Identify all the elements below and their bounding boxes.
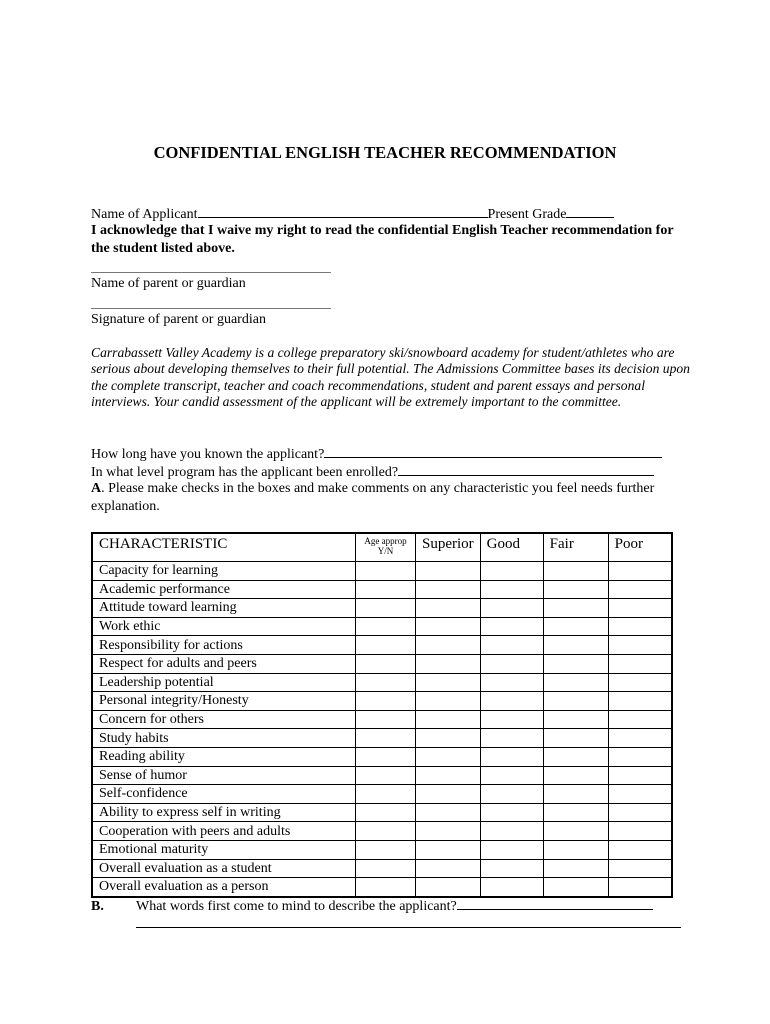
- good-cell[interactable]: [480, 747, 543, 766]
- fair-cell[interactable]: [543, 840, 608, 859]
- age-approp-cell[interactable]: [356, 692, 416, 711]
- known-answer-field[interactable]: [324, 445, 662, 458]
- characteristic-label: Emotional maturity: [92, 840, 356, 859]
- section-b-question: What words first come to mind to describe the applicant?: [136, 899, 457, 914]
- superior-cell[interactable]: [416, 636, 481, 655]
- superior-cell[interactable]: [416, 617, 481, 636]
- age-approp-cell[interactable]: [356, 840, 416, 859]
- fair-cell[interactable]: [543, 673, 608, 692]
- fair-cell[interactable]: [543, 617, 608, 636]
- fair-cell[interactable]: [543, 580, 608, 599]
- poor-cell[interactable]: [608, 636, 672, 655]
- characteristic-header: CHARACTERISTIC: [92, 533, 356, 562]
- superior-cell[interactable]: [416, 859, 481, 878]
- poor-header: Poor: [608, 533, 672, 562]
- acknowledgement-text: I acknowledge that I waive my right to read the confidential English Teacher recommendation for the student listed above.: [91, 223, 674, 256]
- good-header: Good: [480, 533, 543, 562]
- table-row: [92, 636, 672, 655]
- parent-name-field[interactable]: [91, 272, 331, 273]
- known-question-label: How long have you known the applicant?: [91, 447, 325, 462]
- characteristic-label: Cooperation with peers and adults: [92, 822, 356, 841]
- characteristic-label: Leadership potential: [92, 673, 356, 692]
- table-row: [92, 673, 672, 692]
- applicant-name-field[interactable]: [198, 205, 488, 218]
- age-approp-cell[interactable]: [356, 654, 416, 673]
- table-row: [92, 785, 672, 804]
- parent-signature-label: Signature of parent or guardian: [91, 312, 266, 327]
- good-cell[interactable]: [480, 562, 543, 581]
- superior-cell[interactable]: [416, 878, 481, 897]
- poor-cell[interactable]: [608, 840, 672, 859]
- superior-header: Superior: [416, 533, 481, 562]
- applicant-name-label: Name of Applicant: [91, 207, 198, 222]
- superior-cell[interactable]: [416, 803, 481, 822]
- table-row: [92, 822, 672, 841]
- table-row: [92, 803, 672, 822]
- characteristic-label: Responsibility for actions: [92, 636, 356, 655]
- good-cell[interactable]: [480, 859, 543, 878]
- characteristic-label: Respect for adults and peers: [92, 654, 356, 673]
- fair-cell[interactable]: [543, 878, 608, 897]
- poor-cell[interactable]: [608, 747, 672, 766]
- characteristic-label: Overall evaluation as a person: [92, 878, 356, 897]
- characteristic-label: Work ethic: [92, 617, 356, 636]
- poor-cell[interactable]: [608, 710, 672, 729]
- age-approp-cell[interactable]: [356, 747, 416, 766]
- section-b-marker: B.: [91, 899, 104, 914]
- fair-cell[interactable]: [543, 766, 608, 785]
- good-cell[interactable]: [480, 878, 543, 897]
- table-row: [92, 878, 672, 897]
- superior-cell[interactable]: [416, 654, 481, 673]
- table-row: [92, 562, 672, 581]
- poor-cell[interactable]: [608, 580, 672, 599]
- table-row: [92, 599, 672, 618]
- superior-cell[interactable]: [416, 729, 481, 748]
- poor-cell[interactable]: [608, 692, 672, 711]
- characteristic-label: Self-confidence: [92, 785, 356, 804]
- age-approp-cell[interactable]: [356, 580, 416, 599]
- table-row: [92, 654, 672, 673]
- page-title: CONFIDENTIAL ENGLISH TEACHER RECOMMENDATION: [153, 143, 617, 162]
- section-b-row: [91, 897, 653, 915]
- table-row: [92, 747, 672, 766]
- fair-cell[interactable]: [543, 562, 608, 581]
- age-approp-cell[interactable]: [356, 859, 416, 878]
- characteristic-label: Concern for others: [92, 710, 356, 729]
- age-approp-cell[interactable]: [356, 673, 416, 692]
- parent-signature-field[interactable]: [91, 308, 331, 309]
- program-question-row: [91, 463, 654, 481]
- age-approp-cell[interactable]: [356, 822, 416, 841]
- fair-cell[interactable]: [543, 822, 608, 841]
- age-approp-cell[interactable]: [356, 785, 416, 804]
- present-grade-field[interactable]: [566, 205, 614, 218]
- section-b-answer-line-2[interactable]: [136, 927, 681, 928]
- table-row: [92, 580, 672, 599]
- poor-cell[interactable]: [608, 878, 672, 897]
- table-row: [92, 710, 672, 729]
- superior-cell[interactable]: [416, 710, 481, 729]
- characteristic-label: Capacity for learning: [92, 562, 356, 581]
- applicant-row: [91, 205, 614, 223]
- age-approp-cell[interactable]: [356, 729, 416, 748]
- poor-cell[interactable]: [608, 766, 672, 785]
- program-answer-field[interactable]: [398, 463, 654, 476]
- poor-cell[interactable]: [608, 859, 672, 878]
- superior-cell[interactable]: [416, 562, 481, 581]
- fair-cell[interactable]: [543, 729, 608, 748]
- table-row: [92, 840, 672, 859]
- superior-cell[interactable]: [416, 747, 481, 766]
- poor-cell[interactable]: [608, 562, 672, 581]
- fair-cell[interactable]: [543, 636, 608, 655]
- fair-cell[interactable]: [543, 599, 608, 618]
- age-approp-cell[interactable]: [356, 599, 416, 618]
- characteristic-label: Study habits: [92, 729, 356, 748]
- fair-header: Fair: [543, 533, 608, 562]
- age-approp-label: Age approp: [364, 536, 407, 546]
- good-cell[interactable]: [480, 580, 543, 599]
- characteristic-label: Overall evaluation as a student: [92, 859, 356, 878]
- fair-cell[interactable]: [543, 747, 608, 766]
- good-cell[interactable]: [480, 673, 543, 692]
- age-approp-cell[interactable]: [356, 562, 416, 581]
- characteristic-label: Sense of humor: [92, 766, 356, 785]
- good-cell[interactable]: [480, 599, 543, 618]
- table-row: [92, 766, 672, 785]
- present-grade-label: Present Grade: [487, 207, 567, 222]
- good-cell[interactable]: [480, 617, 543, 636]
- poor-cell[interactable]: [608, 673, 672, 692]
- poor-cell[interactable]: [608, 785, 672, 804]
- table-row: [92, 729, 672, 748]
- fair-cell[interactable]: [543, 859, 608, 878]
- age-approp-yn-label: Y/N: [377, 546, 394, 556]
- poor-cell[interactable]: [608, 617, 672, 636]
- superior-cell[interactable]: [416, 785, 481, 804]
- characteristic-label: Attitude toward learning: [92, 599, 356, 618]
- characteristic-label: Reading ability: [92, 747, 356, 766]
- good-cell[interactable]: [480, 654, 543, 673]
- superior-cell[interactable]: [416, 822, 481, 841]
- fair-cell[interactable]: [543, 692, 608, 711]
- age-approp-cell[interactable]: [356, 636, 416, 655]
- characteristic-label: Ability to express self in writing: [92, 803, 356, 822]
- section-b-answer-field[interactable]: [457, 897, 653, 910]
- intro-paragraph: Carrabassett Valley Academy is a college preparatory ski/snowboard academy for student/athletes who are serious about developing themselves to their full potential. The Admissions Committee bases its decision upon the complete transcript, teacher and coach recommendations, student and parent essays and personal interviews. Your candid assessment of the applicant will be extremely important to the committee.: [91, 345, 690, 410]
- good-cell[interactable]: [480, 636, 543, 655]
- program-question-label: In what level program has the applicant been enrolled?: [91, 465, 399, 480]
- age-approp-cell[interactable]: [356, 766, 416, 785]
- good-cell[interactable]: [480, 822, 543, 841]
- superior-cell[interactable]: [416, 692, 481, 711]
- table-header-row: [92, 533, 672, 562]
- superior-cell[interactable]: [416, 599, 481, 618]
- age-approp-cell[interactable]: [356, 878, 416, 897]
- poor-cell[interactable]: [608, 729, 672, 748]
- good-cell[interactable]: [480, 729, 543, 748]
- age-approp-cell[interactable]: [356, 617, 416, 636]
- good-cell[interactable]: [480, 710, 543, 729]
- superior-cell[interactable]: [416, 580, 481, 599]
- fair-cell[interactable]: [543, 710, 608, 729]
- good-cell[interactable]: [480, 840, 543, 859]
- poor-cell[interactable]: [608, 822, 672, 841]
- good-cell[interactable]: [480, 692, 543, 711]
- poor-cell[interactable]: [608, 599, 672, 618]
- fair-cell[interactable]: [543, 785, 608, 804]
- fair-cell[interactable]: [543, 803, 608, 822]
- section-a-marker: A: [91, 481, 102, 496]
- characteristic-label: Personal integrity/Honesty: [92, 692, 356, 711]
- section-a-text: . Please make checks in the boxes and make comments on any characteristic you feel needs further explanation.: [91, 481, 655, 514]
- table-row: [92, 859, 672, 878]
- good-cell[interactable]: [480, 803, 543, 822]
- known-question-row: [91, 445, 662, 463]
- characteristic-label: Academic performance: [92, 580, 356, 599]
- superior-cell[interactable]: [416, 840, 481, 859]
- section-a-instructions: [91, 480, 681, 516]
- table-row: [92, 617, 672, 636]
- poor-cell[interactable]: [608, 654, 672, 673]
- age-approp-header: [356, 533, 416, 562]
- parent-name-label: Name of parent or guardian: [91, 276, 246, 291]
- table-row: [92, 692, 672, 711]
- superior-cell[interactable]: [416, 766, 481, 785]
- superior-cell[interactable]: [416, 673, 481, 692]
- poor-cell[interactable]: [608, 803, 672, 822]
- age-approp-cell[interactable]: [356, 803, 416, 822]
- good-cell[interactable]: [480, 785, 543, 804]
- fair-cell[interactable]: [543, 654, 608, 673]
- age-approp-cell[interactable]: [356, 710, 416, 729]
- good-cell[interactable]: [480, 766, 543, 785]
- characteristics-table: [91, 532, 673, 898]
